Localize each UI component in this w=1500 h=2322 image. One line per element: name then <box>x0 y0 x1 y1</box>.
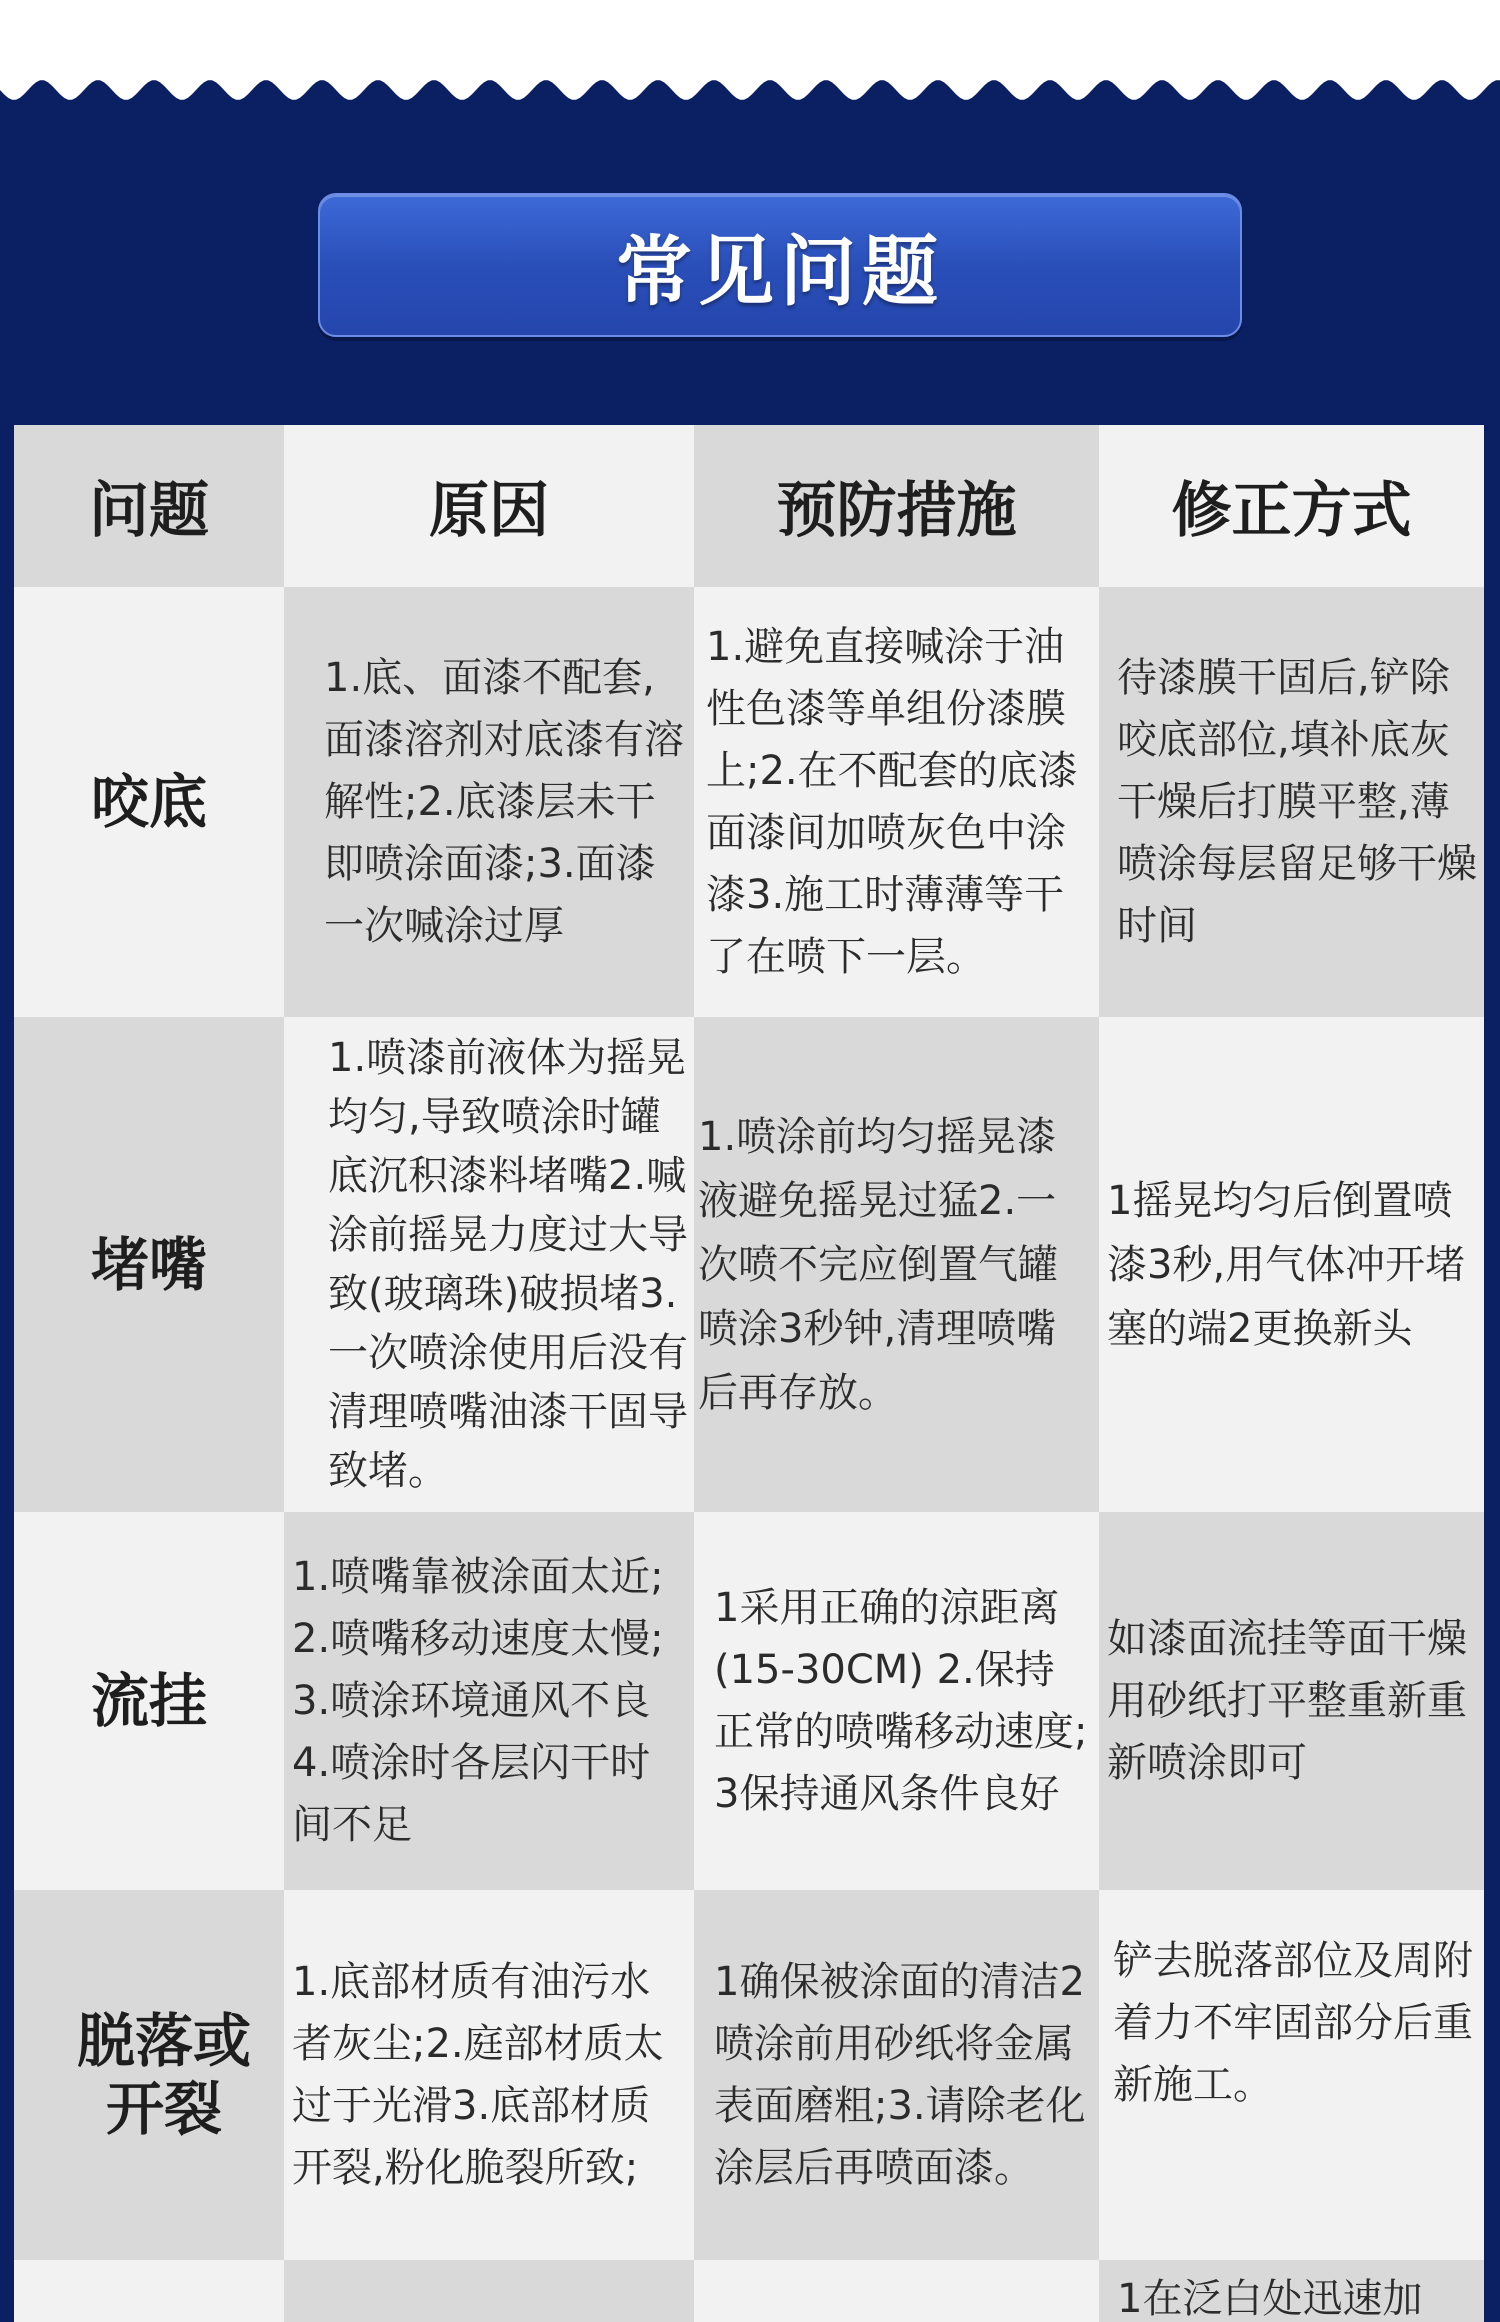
cause-cell <box>284 1890 694 2260</box>
fix-text: 1摇晃均匀后倒置喷漆3秒,用气体冲开堵塞的端2更换新头 <box>1107 1177 1466 1352</box>
prevention-text: 1确保被涂面的清洁2喷涂前用砂纸将金属表面磨粗;3.请除老化涂层后再喷面漆。 <box>714 1959 1086 2191</box>
problem-cell <box>14 2260 284 2322</box>
table-row <box>14 587 1484 1017</box>
fix-cell <box>1099 587 1484 1017</box>
faq-table <box>14 425 1484 2322</box>
header-prevention: 预防措施 <box>694 425 1099 587</box>
header-problem: 问题 <box>14 425 284 587</box>
cause-text: 1.底、面漆不配套,面漆溶剂对底漆有溶解性;2.底漆层未干即喷涂面漆;3.面漆一次喊涂过厚 <box>324 655 684 949</box>
prevention-cell <box>694 587 1099 1017</box>
cause-cell <box>284 1512 694 1890</box>
fix-text: 铲去脱落部位及周附着力不牢固部分后重新施工。 <box>1113 1938 1473 2108</box>
fix-cell <box>1099 2260 1484 2322</box>
cause-text: 1.底部材质有油污水者灰尘;2.庭部材质太过于光滑3.底部材质开裂,粉化脆裂所致; <box>292 1959 664 2191</box>
header-fix: 修正方式 <box>1099 425 1484 587</box>
table-row <box>14 1017 1484 1512</box>
fix-cell <box>1099 1890 1484 2260</box>
title-banner <box>318 193 1242 337</box>
prevention-text: 1.避免直接喊涂于油性色漆等单组份漆膜上;2.在不配套的底漆面漆间加喷灰色中涂漆3.施工时薄薄等干了在喷下一层。 <box>706 624 1078 980</box>
header-cause: 原因 <box>284 425 694 587</box>
prevention-text: 1.喷涂前均匀摇晃漆液避免摇晃过猛2.一次喷不完应倒置气罐喷涂3秒钟,清理喷嘴后再存放。 <box>698 1113 1058 1416</box>
fix-text: 待漆膜干固后,铲除咬底部位,填补底灰干燥后打膜平整,薄喷涂每层留足够干燥时间 <box>1117 655 1477 949</box>
prevention-text: 1采用正确的涼距离(15-30CM) 2.保持正常的喷嘴移动速度;3保持通风条件良好 <box>714 1585 1088 1817</box>
table-row <box>14 1890 1484 2260</box>
fix-cell <box>1099 1017 1484 1512</box>
fix-text: 1在泛白处迅速加 <box>1117 2276 1423 2322</box>
prevention-cell <box>694 1017 1099 1512</box>
cause-text: 1.喷漆前液体为摇晃均匀,导致喷涂时罐底沉积漆料堵嘴2.喊涂前摇晃力度过大导致(玻璃珠)破损堵3.一次喷涂使用后没有清理喷嘴油漆干固导致堵。 <box>328 1034 688 1494</box>
table-row <box>14 1512 1484 1890</box>
prevention-cell <box>694 1890 1099 2260</box>
cause-cell <box>284 587 694 1017</box>
page-title: 常见问题 <box>616 226 944 316</box>
cause-cell <box>284 1017 694 1512</box>
wave-banner-edge <box>0 0 1500 120</box>
cause-text: 1.喷嘴靠被涂面太近;2.喷嘴移动速度太慢;3.喷涂环境通风不良4.喷涂时各层闪干时间不足 <box>292 1554 664 1848</box>
fix-text: 如漆面流挂等面干燥用砂纸打平整重新重新喷涂即可 <box>1107 1616 1467 1786</box>
problem-cell: 脱落或开裂 <box>14 1890 284 2260</box>
table-row <box>14 2260 1484 2322</box>
problem-cell: 堵嘴 <box>14 1017 284 1512</box>
table-header-row <box>14 425 1484 587</box>
fix-cell <box>1099 1512 1484 1890</box>
prevention-cell <box>694 2260 1099 2322</box>
prevention-cell <box>694 1512 1099 1890</box>
problem-cell: 咬底 <box>14 587 284 1017</box>
problem-cell: 流挂 <box>14 1512 284 1890</box>
cause-cell <box>284 2260 694 2322</box>
